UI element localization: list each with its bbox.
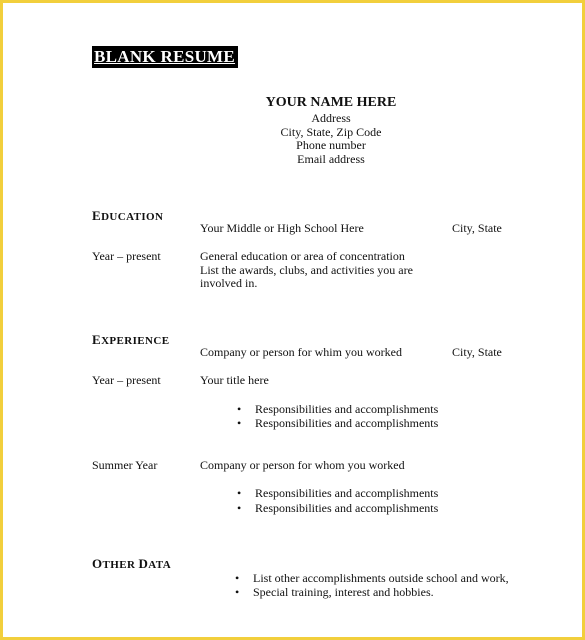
phone-line: Phone number [296, 138, 366, 152]
job1-bullet-2: • Responsibilities and accomplishments [237, 416, 439, 430]
other-data-heading: OTHER DATA [92, 556, 172, 571]
resume-title-banner: BLANK RESUME [92, 46, 238, 68]
job2-date: Summer Year [92, 458, 158, 472]
education-heading: EDUCATION [92, 208, 164, 223]
job1-title: Your title here [200, 373, 269, 387]
education-concentration: General education or area of concentration [200, 249, 405, 263]
bullet-icon: • [235, 585, 240, 599]
job1-date: Year – present [92, 373, 161, 387]
experience-heading: EXPERIENCE [92, 332, 170, 347]
other-bullet-2: • Special training, interest and hobbies. [235, 585, 434, 599]
education-school: Your Middle or High School Here [200, 221, 364, 235]
education-awards-line: List the awards, clubs, and activities you are [200, 263, 413, 277]
email-line: Email address [297, 152, 365, 166]
address-line: Address [311, 111, 351, 125]
bullet-icon: • [237, 486, 242, 500]
education-date: Year – present [92, 249, 161, 263]
job1-bullet-1: • Responsibilities and accomplishments [237, 402, 439, 416]
job1-location: City, State [452, 345, 502, 359]
bullet-icon: • [237, 501, 242, 515]
other-bullet-1: • List other accomplishments outside school and work, [235, 571, 509, 585]
job2-bullet-2: • Responsibilities and accomplishments [237, 501, 439, 515]
education-location: City, State [452, 221, 502, 235]
city-state-zip-line: City, State, Zip Code [280, 125, 382, 139]
education-involved-line: involved in. [200, 276, 258, 290]
bullet-icon: • [237, 402, 242, 416]
job1-company: Company or person for whim you worked [200, 345, 402, 359]
bullet-icon: • [237, 416, 242, 430]
name-heading: YOUR NAME HERE [265, 95, 397, 110]
bullet-icon: • [235, 571, 240, 585]
job2-company: Company or person for whom you worked [200, 458, 405, 472]
job2-bullet-1: • Responsibilities and accomplishments [237, 486, 439, 500]
